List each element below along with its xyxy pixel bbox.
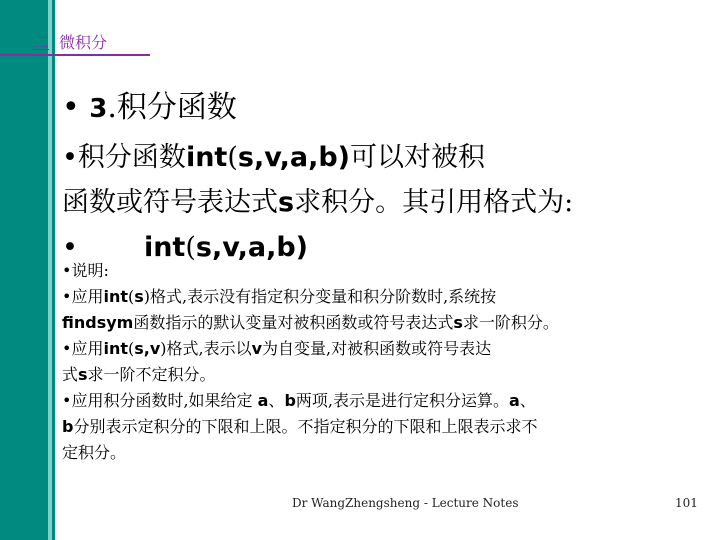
text-span: 为自变量,对被积函数或符号表达	[262, 339, 492, 358]
title-text: .积分函数	[107, 90, 237, 125]
explanation-block	[62, 258, 702, 466]
text-line	[62, 388, 702, 414]
text-line	[62, 310, 702, 336]
code-span: int	[185, 142, 228, 173]
code-span: s	[78, 365, 88, 384]
code-span: s,v,a,b)	[195, 232, 309, 263]
code-span: int	[143, 232, 186, 263]
text-line	[62, 284, 702, 310]
code-span: int	[103, 287, 128, 306]
text-span: 函数指示的默认变量对被积函数或符号表达式	[133, 313, 454, 332]
code-span: a	[257, 391, 269, 410]
sidebar-stripe	[48, 0, 52, 540]
text-line	[62, 180, 702, 225]
text-span: •应用	[62, 339, 104, 358]
text-span: 可以对被积	[350, 142, 486, 173]
text-span: 、	[519, 391, 536, 410]
section-number: 二	[33, 33, 50, 52]
code-span: v	[251, 339, 263, 358]
title-bullet: •	[62, 90, 80, 125]
text-span: 函数或符号表达式	[62, 187, 278, 218]
code-span: a	[508, 391, 520, 410]
text-line	[62, 362, 702, 388]
text-span: •应用	[62, 287, 104, 306]
text-span: •应用积分函数时,如果给定	[62, 391, 258, 410]
text-span: 求一阶积分。	[462, 313, 559, 332]
bullet: •	[62, 232, 78, 263]
text-span: 、	[268, 391, 285, 410]
footer-text: Dr WangZhengsheng - Lecture Notes	[292, 496, 519, 510]
text-line: •说明:	[62, 261, 109, 280]
page-number: 101	[675, 496, 698, 510]
left-sidebar-bar	[0, 0, 55, 540]
code-span: b	[284, 391, 296, 410]
code-span: s	[453, 313, 463, 332]
slide-title	[62, 82, 237, 126]
code-span: s,v	[134, 339, 161, 358]
code-span: findsym	[62, 313, 134, 332]
title-number: 3	[89, 94, 108, 124]
text-span: (	[185, 232, 196, 263]
text-line	[62, 336, 702, 362]
text-span: 求一阶不定积分。	[87, 365, 216, 384]
text-line	[62, 414, 702, 440]
code-span: s	[134, 287, 144, 306]
text-span: )格式,表示以	[160, 339, 252, 358]
text-line	[62, 135, 702, 180]
section-title: 微积分	[59, 33, 108, 52]
text-span: 分别表示定积分的下限和上限。不指定积分的下限和上限表示求不	[73, 417, 538, 436]
text-span: 两项,表示是进行定积分运算。	[295, 391, 509, 410]
text-span: (	[127, 287, 135, 306]
code-span: s,v,a,b)	[237, 142, 351, 173]
text-span: 求积分。其引用格式为:	[294, 187, 574, 218]
text-span: )格式,表示没有指定积分变量和积分阶数时,系统按	[143, 287, 497, 306]
text-span: •积分函数	[62, 142, 186, 173]
section-header	[33, 30, 107, 54]
text-span: (	[127, 339, 135, 358]
text-span: 式	[62, 365, 79, 384]
code-span: int	[103, 339, 128, 358]
header-rule	[0, 54, 150, 56]
code-span: b	[62, 417, 74, 436]
code-span: s	[278, 187, 295, 218]
text-span: (	[227, 142, 238, 173]
main-text-block	[62, 135, 702, 270]
text-line: 定积分。	[62, 443, 127, 462]
